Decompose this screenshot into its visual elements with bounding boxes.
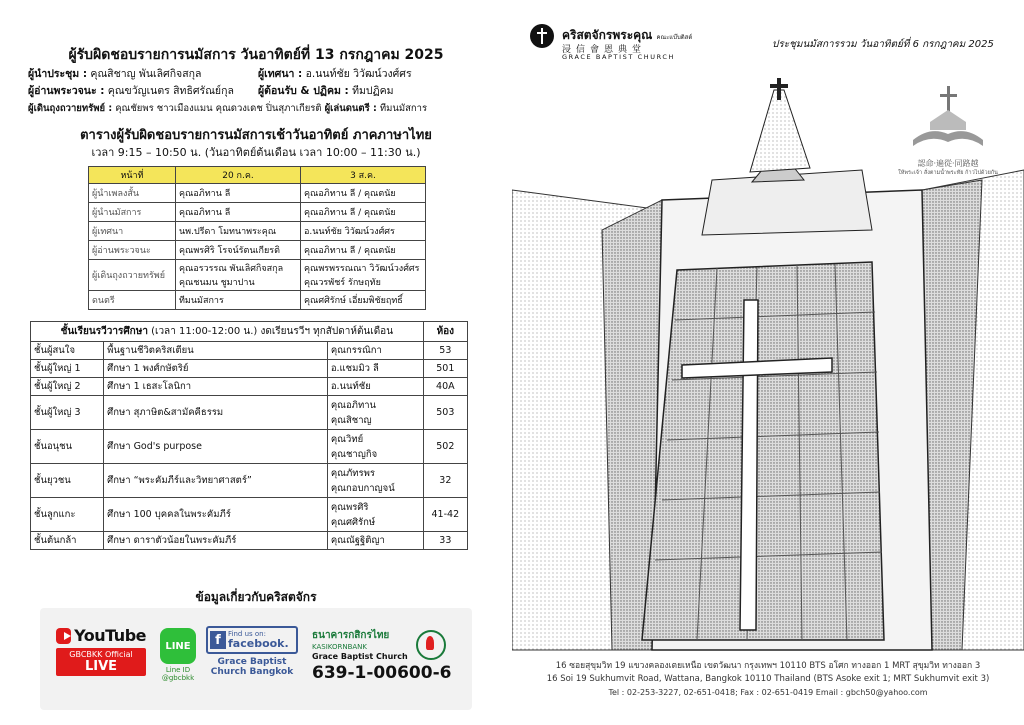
- class-teacher-line: คุณศศิรักษ์: [330, 516, 376, 528]
- class-row: [31, 464, 468, 498]
- class-subject: ศึกษา 1 เธสะโลนิกา: [104, 378, 328, 396]
- role-label: ผู้ต้อนรับ & ปฏิคม :: [258, 85, 349, 97]
- class-teacher: คุณกรรณิกา: [327, 342, 423, 360]
- bank-name: ธนาคารกสิกรไทย: [312, 630, 390, 641]
- youtube-wordmark: YouTube: [74, 626, 146, 645]
- facebook-page-name: Grace Baptist Church Bangkok: [210, 657, 294, 677]
- class-row: [31, 378, 468, 396]
- class-teacher-line: คุณภัทรพร: [330, 467, 375, 479]
- line-logo-icon: LINE: [160, 628, 196, 664]
- schedule-row: [89, 260, 426, 291]
- class-teacher: อ.นนท์ชัย: [327, 378, 423, 396]
- roles-row: [28, 66, 498, 83]
- youtube-block[interactable]: [56, 626, 146, 676]
- church-emblem: [896, 82, 1000, 177]
- roles-list: [28, 66, 498, 117]
- schedule-cell: [176, 260, 301, 291]
- class-room: 33: [423, 532, 467, 550]
- youtube-channel: GBCBKK Official: [69, 650, 133, 659]
- role-value: ทีมนมัสการ: [379, 103, 428, 114]
- class-name: ชั้นผู้ใหญ่ 3: [31, 396, 104, 430]
- class-room: 53: [423, 342, 467, 360]
- schedule-row: [89, 184, 426, 203]
- bank-account-number: 639-1-00600-6: [312, 663, 452, 683]
- facebook-block[interactable]: [206, 626, 298, 677]
- class-row: [31, 360, 468, 378]
- schedule-cell: คุณอภิทาน ลี: [176, 184, 301, 203]
- right-page: [512, 0, 1024, 725]
- large-cross-icon: [740, 300, 758, 630]
- schedule-duty: ผู้เทศนา: [89, 222, 176, 241]
- class-room: 32: [423, 464, 467, 498]
- church-name-en: GRACE BAPTIST CHURCH: [562, 53, 676, 61]
- class-subject: ศึกษา ดาราตัวน้อยในพระคัมภีร์: [104, 532, 328, 550]
- line-id-label: Line ID: [165, 666, 191, 674]
- emblem-motto-zh: 認命‧遍從‧同路越: [917, 159, 979, 168]
- schedule-row: [89, 241, 426, 260]
- role-value: อ.นนท์ชัย วิวัฒน์วงศ์ศร: [305, 68, 412, 80]
- role-label: ผู้เทศนา :: [258, 68, 303, 80]
- schedule-duty: ผู้อ่านพระวจนะ: [89, 241, 176, 260]
- class-teacher: อ.แชมมิว ลี: [327, 360, 423, 378]
- class-row: [31, 430, 468, 464]
- emblem-motto-th: ให้พระเจ้า สั่งตามน้ำพระทัย ก้าวไปด้วยกัน: [898, 170, 998, 176]
- church-name-th-small: คณะแบ๊บติสต์: [656, 34, 693, 41]
- schedule-table: [88, 166, 426, 310]
- schedule-cell: คุณอภิทาน ลี: [176, 203, 301, 222]
- schedule-header: 3 ส.ค.: [301, 167, 426, 184]
- schedule-cell: คุณพรศิริ โรจน์รัตนเกียรติ: [176, 241, 301, 260]
- header-date: ประชุมนมัสการรวม วันอาทิตย์ที่ 6 กรกฎาคม 2025: [772, 39, 994, 50]
- schedule-cell: อ.นนท์ชัย วิวัฒน์วงศ์ศร: [301, 222, 426, 241]
- steeple-cross-icon: [777, 78, 781, 100]
- role-label: ผู้นำประชุม :: [28, 68, 88, 80]
- class-row: [31, 532, 468, 550]
- class-teacher: [327, 430, 423, 464]
- line-id-value: @gbcbkk: [161, 674, 195, 682]
- schedule-cell: คุณอภิทาน ลี / คุณตนัย: [301, 184, 426, 203]
- class-room: 501: [423, 360, 467, 378]
- classes-room-header: ห้อง: [423, 322, 467, 342]
- class-subject: ศึกษา สุภาษิต&สามัคคีธรรม: [104, 396, 328, 430]
- youtube-live: LIVE: [84, 659, 118, 674]
- class-name: ชั้นต้นกล้า: [31, 532, 104, 550]
- class-teacher: [327, 464, 423, 498]
- class-row: [31, 396, 468, 430]
- class-room: 503: [423, 396, 467, 430]
- role-value: ทีมปฏิคม: [352, 85, 394, 97]
- role-label: ผู้เล่นดนตรี :: [324, 103, 377, 114]
- schedule-cell: คุณอภิทาน ลี / คุณตนัย: [301, 241, 426, 260]
- role-value: คุณชัยพร ชาวเมืองแมน คุณดวงเดช ปิ่นสุภาเกียรติ: [115, 103, 322, 114]
- class-teacher-line: คุณสิชาญ: [330, 414, 372, 426]
- class-row: [31, 342, 468, 360]
- bible-cross-emblem-icon: [908, 82, 988, 152]
- schedule-cell-line: คุณพรพรรณณา วิวัฒน์วงศ์ศร: [304, 264, 420, 274]
- class-row: [31, 498, 468, 532]
- class-name: ชั้นผู้สนใจ: [31, 342, 104, 360]
- schedule-duty: ผู้นำเพลงสั้น: [89, 184, 176, 203]
- youtube-live-badge: [56, 648, 146, 676]
- class-teacher: [327, 396, 423, 430]
- role-label: ผู้เดินถุงถวายทรัพย์ :: [28, 103, 113, 114]
- church-logo-icon: [530, 24, 554, 48]
- schedule-cell-line: คุณชนมน ชูมาปาน: [179, 278, 255, 288]
- schedule-cell: ทีมนมัสการ: [176, 291, 301, 310]
- schedule-duty: ผู้เดินถุงถวายทรัพย์: [89, 260, 176, 291]
- schedule-cell-line: คุณอรวรรณ พันเลิศกิจสกุล: [179, 264, 284, 274]
- roles-row: [28, 83, 498, 100]
- schedule-subtitle: เวลา 9:15 – 10:50 น. (วันอาทิตย์ต้นเดือน เวลา 10:00 – 11:30 น.): [91, 146, 421, 159]
- classes-table: [30, 321, 468, 550]
- address-en: 16 Soi 19 Sukhumvit Road, Wattana, Bangkok 10110 Thailand (BTS Asoke exit 1; MRT Sukhumvit exit 3): [546, 674, 990, 684]
- schedule-cell: [301, 260, 426, 291]
- class-teacher-line: คุณชาญกิจ: [330, 448, 378, 460]
- classes-header: [31, 322, 424, 342]
- classes-time: (เวลา 11:00-12:00 น.) งดเรียนรวีฯ ทุกสัปดาห์ต้นเดือน: [151, 326, 394, 337]
- contact-line: Tel : 02-253-3227, 02-651-0418; Fax : 02-651-0419 Email : gbch50@yahoo.com: [608, 688, 928, 697]
- schedule-cell-line: คุณวรพัชร์ รักษฤทัย: [304, 278, 381, 288]
- facebook-icon: f: [210, 631, 226, 649]
- contact-title: ข้อมูลเกี่ยวกับคริสตจักร: [195, 590, 317, 604]
- line-block[interactable]: [158, 628, 198, 682]
- class-teacher: [327, 498, 423, 532]
- address-block: [512, 660, 1024, 699]
- class-teacher-line: คุณวิทย์: [330, 433, 364, 445]
- schedule-cell: คุณอภิทาน ลี / คุณตนัย: [301, 203, 426, 222]
- facebook-wordmark: facebook.: [228, 637, 289, 650]
- role-value: คุณขวัญเนตร สิทธิศรัณย์กุล: [107, 85, 234, 97]
- role-value: คุณสิชาญ พันเลิศกิจสกุล: [90, 68, 202, 80]
- youtube-logo: [56, 626, 146, 645]
- facebook-find-us: Find us on:: [228, 630, 266, 638]
- class-teacher: คุณณัฐฐิติญา: [327, 532, 423, 550]
- schedule-cell: นพ.ปรีดา โมทนาพระคุณ: [176, 222, 301, 241]
- class-teacher-line: คุณพรศิริ: [330, 501, 369, 513]
- schedule-duty: ดนตรี: [89, 291, 176, 310]
- schedule-title: ตารางผู้รับผิดชอบรายการนมัสการเช้าวันอาทิตย์ ภาคภาษาไทย: [80, 128, 432, 143]
- roles-row: [28, 100, 498, 117]
- schedule-header: 20 ก.ค.: [176, 167, 301, 184]
- bank-name-en: KASIKORNBANK: [312, 643, 367, 651]
- class-name: ชั้นลูกแกะ: [31, 498, 104, 532]
- bank-account-name: Grace Baptist Church: [312, 652, 408, 661]
- class-room: 502: [423, 430, 467, 464]
- class-subject: ศึกษา 100 บุคคลในพระคัมภีร์: [104, 498, 328, 532]
- class-subject: ศึกษา “พระคัมภีร์และวิทยาศาสตร์”: [104, 464, 328, 498]
- bank-block: [312, 628, 462, 683]
- class-name: ชั้นยุวชน: [31, 464, 104, 498]
- class-room: 40A: [423, 378, 467, 396]
- schedule-row: [89, 291, 426, 310]
- schedule-duty: ผู้นำนมัสการ: [89, 203, 176, 222]
- kasikorn-logo-icon: [416, 630, 446, 660]
- class-subject: พื้นฐานชีวิตคริสเตียน: [104, 342, 328, 360]
- church-name-th-main: คริสตจักรพระคุณ: [562, 28, 653, 42]
- facebook-badge: [206, 626, 298, 654]
- class-subject: ศึกษา 1 พงศ์กษัตริย์: [104, 360, 328, 378]
- class-subject: ศึกษา God's purpose: [104, 430, 328, 464]
- address-th: 16 ซอยสุขุมวิท 19 แขวงคลองเตยเหนือ เขตวัฒนา กรุงเทพฯ 10110 BTS อโศก ทางออก 1 MRT สุขุมวิท ทางออก 3: [555, 661, 981, 671]
- schedule-row: [89, 222, 426, 241]
- class-room: 41-42: [423, 498, 467, 532]
- schedule-row: [89, 203, 426, 222]
- class-teacher-line: คุณอภิทาน: [330, 399, 377, 411]
- youtube-play-icon: [56, 628, 71, 644]
- classes-header-row: [31, 322, 468, 342]
- schedule-cell: คุณศศิรักษ์ เอี่ยมพิชัยฤทธิ์: [301, 291, 426, 310]
- church-name-zh: 浸信會恩典堂: [562, 45, 647, 55]
- facebook-text: [228, 630, 289, 650]
- schedule-header-row: [89, 167, 426, 184]
- role-label: ผู้อ่านพระวจนะ :: [28, 85, 105, 97]
- schedule-header: หน้าที่: [89, 167, 176, 184]
- class-name: ชั้นผู้ใหญ่ 2: [31, 378, 104, 396]
- class-teacher-line: คุณกอบกาญจน์: [330, 482, 395, 494]
- service-title: ผู้รับผิดชอบรายการนมัสการ วันอาทิตย์ที่ 13 กรกฎาคม 2025: [68, 47, 444, 63]
- line-id: [158, 666, 198, 682]
- class-name: ชั้นอนุชน: [31, 430, 104, 464]
- class-name: ชั้นผู้ใหญ่ 1: [31, 360, 104, 378]
- classes-title: ชั้นเรียนรวีวารศึกษา: [60, 326, 148, 337]
